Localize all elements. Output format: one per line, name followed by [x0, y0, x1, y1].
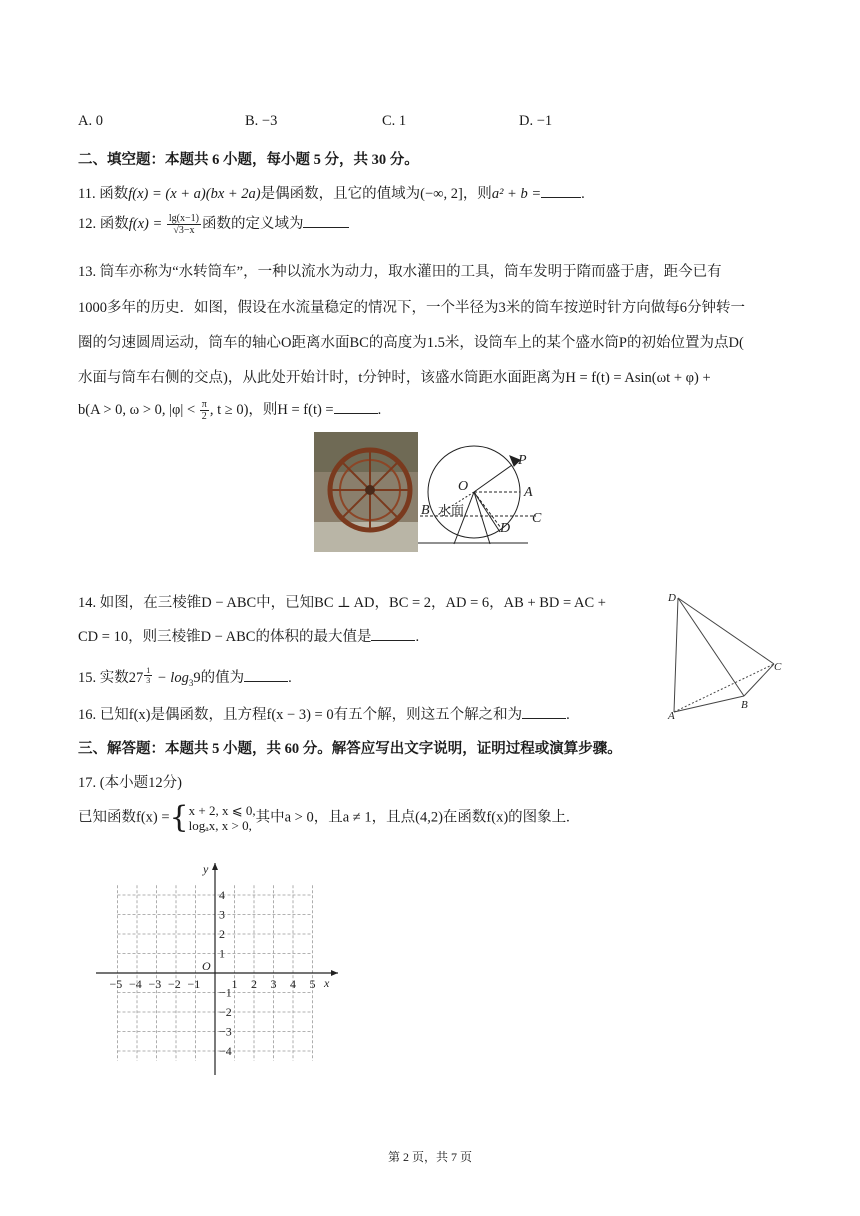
x-tick-label: 5 [309, 977, 316, 991]
q12-pre: 函数 [99, 216, 129, 232]
x-tick-label: 1 [231, 977, 238, 991]
q17-header: 17. (本小题12分) [78, 775, 182, 791]
q13-frac-den: 2 [201, 411, 207, 423]
q13-line-2: 1000多年的历史．如图，假设在水流量稳定的情况下，一个半径为3米的筒车按逆时针方向做每6分钟转一 [78, 300, 745, 316]
section-2-title: 二、填空题：本题共 6 小题，每小题 5 分，共 30 分。 [78, 152, 419, 168]
x-axis-arrow [331, 970, 338, 976]
q13-frac-num: π [201, 399, 207, 411]
y-axis-arrow [212, 863, 218, 870]
q11-num: 11. [78, 186, 96, 202]
question-16 [78, 703, 570, 724]
x-tick-label: −4 [129, 977, 142, 991]
label-d: D [500, 521, 511, 536]
q13-line5-pre: b(A > 0, ω > 0, |φ| < [78, 402, 196, 418]
q14-line2-text: CD = 10，则三棱锥D − ABC的体积的最大值是 [78, 629, 372, 645]
tetrahedron-figure [664, 588, 784, 722]
q13-fraction [200, 399, 209, 422]
q17-post: 其中a > 0，且a ≠ 1，且点(4,2)在函数f(x)的图象上. [255, 809, 570, 826]
q11-pre: 函数 [99, 186, 129, 202]
x-tick-label: 4 [290, 977, 296, 991]
q15-exponent [144, 666, 152, 685]
tetra-label-a: A [668, 710, 675, 722]
q17-body [78, 800, 570, 835]
option-c: C. 1 [382, 113, 407, 129]
q11-end: . [581, 186, 585, 202]
q12-denominator: √3−x [173, 225, 195, 237]
y-axis-label: y [203, 862, 209, 876]
tetra-label-d: D [668, 592, 676, 604]
q15-post: 9的值为 [193, 670, 245, 686]
q14-line-2 [78, 625, 419, 646]
q14-line-1: 14. 如图，在三棱锥D − ABC中，已知BC ⊥ AD，BC = 2，AD = 6，AB + BD = AC + [78, 595, 606, 611]
x-tick-label: −3 [148, 977, 162, 991]
q11-blank[interactable] [541, 185, 581, 198]
option-a: A. 0 [78, 113, 103, 129]
q15-exp-num: 1 [146, 666, 151, 675]
case-1: x + 2, x ⩽ 0, [188, 803, 256, 818]
y-tick-label: 2 [219, 927, 225, 941]
x-tick-label: 3 [270, 977, 277, 991]
q16-text: 16. 已知f(x)是偶函数，且方程f(x − 3) = 0有五个解，则这五个解之和为 [78, 707, 523, 723]
label-b: B [421, 503, 430, 518]
q13-line5-end: . [377, 402, 382, 418]
x-tick-label: 2 [251, 977, 257, 991]
question-12 [78, 212, 349, 236]
q13-line-4: 水面与筒车右侧的交点)，从此处开始计时，t分钟时，该盛水筒距水面距离为H = f(t) = Asin(ωt + φ) + [78, 370, 711, 386]
tetra-label-c: C [774, 661, 782, 673]
q11-expr: a² + b = [491, 186, 542, 202]
label-o: O [458, 479, 469, 494]
q15-sub: 3 [188, 677, 194, 688]
tetra-label-b: B [741, 699, 748, 711]
x-tick-label: −2 [168, 977, 181, 991]
q12-fx: f(x) = [128, 216, 163, 232]
q11-mid: 是偶函数，且它的值域为 [260, 186, 421, 202]
label-c: C [532, 511, 542, 526]
waterwheel-figure [314, 432, 544, 554]
q12-fraction [167, 213, 201, 236]
q15-exp-den: 3 [146, 676, 151, 685]
q13-blank[interactable] [334, 401, 378, 414]
q13-line5-post: , t ≥ 0)，则H = f(t) = [209, 402, 334, 418]
q12-blank[interactable] [303, 215, 349, 228]
q11-range: (−∞, 2] [420, 186, 463, 202]
y-tick-label: −3 [219, 1024, 232, 1039]
q15-mid: − log [153, 670, 189, 686]
x-tick-label: −1 [187, 977, 201, 991]
piecewise-cases [189, 803, 256, 833]
y-tick-label: −1 [219, 985, 232, 1000]
q12-numerator: lg(x−1) [168, 213, 199, 225]
q15-blank[interactable] [244, 669, 288, 682]
section-3-title: 三、解答题：本题共 5 小题，共 60 分。解答应写出文字说明，证明过程或演算步骤。 [78, 741, 622, 757]
x-tick-label: −5 [109, 977, 123, 991]
option-d: D. −1 [519, 113, 553, 129]
q13-line-1: 13. 筒车亦称为“水转筒车”，一种以流水为动力，取水灌田的工具，筒车发明于隋而盛于唐，距今已有 [78, 264, 722, 280]
origin-label: O [202, 959, 211, 973]
q14-blank[interactable] [371, 628, 415, 641]
option-b: B. −3 [245, 113, 278, 129]
y-tick-label: −2 [219, 1005, 232, 1019]
y-tick-label: −4 [219, 1044, 232, 1058]
case-2: logₐx, x > 0, [188, 818, 252, 833]
label-a: A [524, 485, 533, 500]
label-water: 水面 [438, 504, 465, 519]
q11-fx: f(x) = (x + a)(bx + 2a) [128, 186, 261, 202]
waterwheel-photo [314, 432, 418, 552]
coordinate-grid [90, 855, 350, 1080]
q15-end: . [288, 670, 292, 686]
q16-blank[interactable] [522, 706, 566, 719]
question-11 [78, 182, 585, 203]
q17-pre: 已知函数f(x) = [78, 809, 170, 826]
q12-num: 12. [78, 216, 97, 232]
q13-line-3: 圈的匀速圆周运动，筒车的轴心O距离水面BC的高度为1.5米，设筒车上的某个盛水筒P的初始位置为点D( [78, 335, 744, 351]
y-tick-label: 4 [219, 888, 225, 902]
question-15 [78, 666, 292, 688]
q14-end: . [415, 629, 420, 645]
q16-end: . [566, 707, 570, 723]
q11-post: ，则 [462, 186, 492, 202]
q13-line-5 [78, 398, 381, 422]
piecewise-brace: { [169, 800, 189, 835]
x-axis-label: x [324, 976, 330, 990]
page-footer: 第 2 页，共 7 页 [387, 1150, 472, 1164]
label-p: P [518, 453, 527, 468]
y-tick-label: 1 [219, 946, 225, 961]
q12-post: 函数的定义域为 [201, 216, 304, 232]
q15-pre: 15. 实数27 [78, 670, 144, 686]
y-tick-label: 3 [219, 907, 225, 922]
